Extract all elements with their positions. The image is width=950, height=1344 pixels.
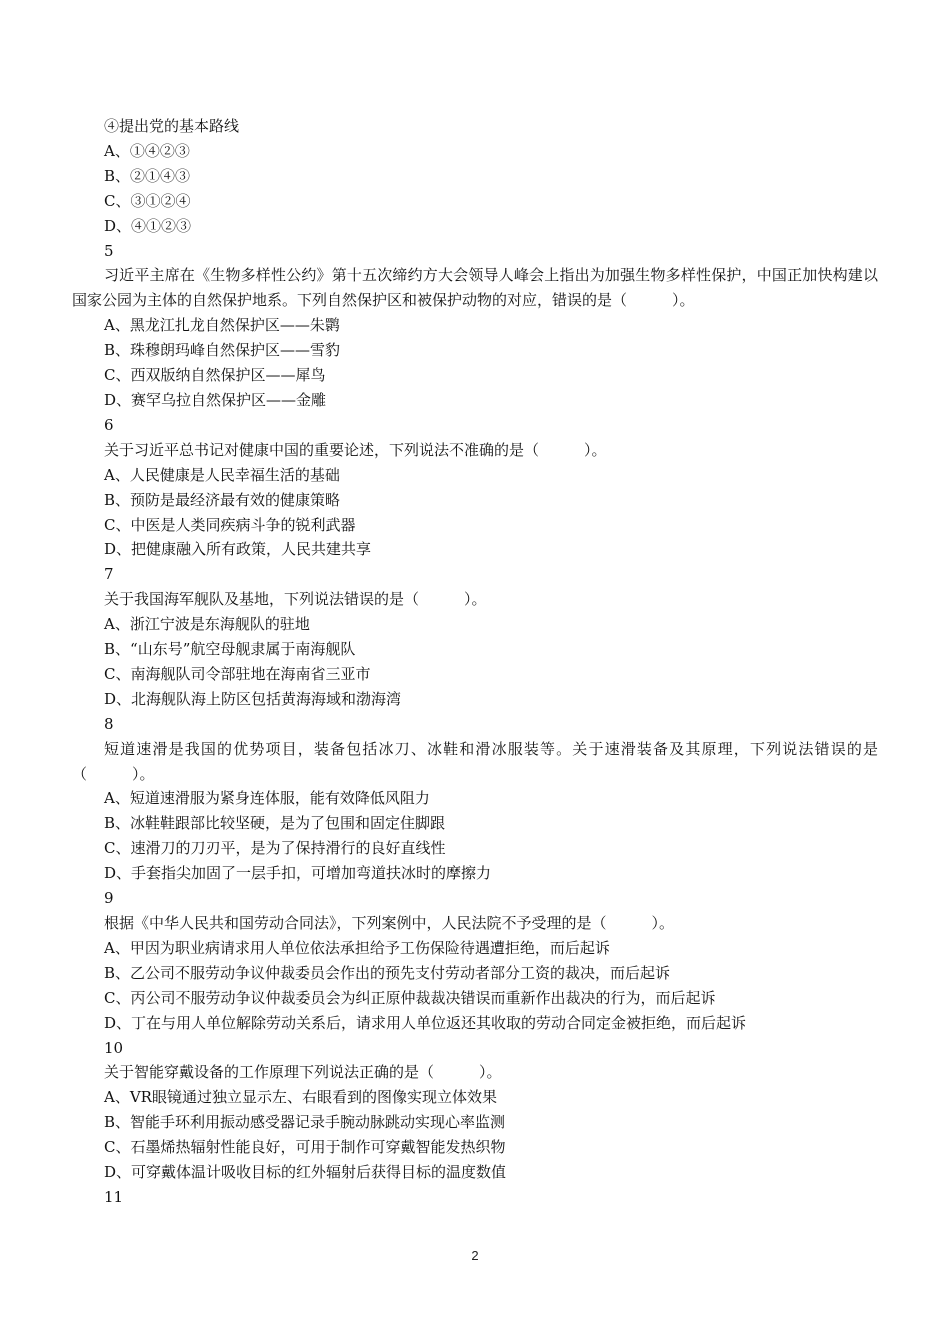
option-a: A、甲因为职业病请求用人单位依法承担给予工伤保险待遇遭拒绝，而后起诉 — [104, 938, 610, 957]
option-d: D、丁在与用人单位解除劳动关系后，请求用人单位返还其收取的劳动合同定金被拒绝，而后起诉 — [104, 1013, 747, 1032]
question-stem: 关于智能穿戴设备的工作原理下列说法正确的是（ ）。 — [104, 1063, 502, 1082]
option-d: D、手套指尖加固了一层手扣，可增加弯道扶冰时的摩擦力 — [104, 864, 492, 883]
option-a: A、黑龙江扎龙自然保护区——朱鹮 — [104, 316, 340, 335]
option-d: D、赛罕乌拉自然保护区——金雕 — [104, 390, 327, 409]
option-c: C、速滑刀的刀刃平，是为了保持滑行的良好直线性 — [104, 839, 446, 858]
question-number: 5 — [104, 241, 114, 260]
question-stem: 短道速滑是我国的优势项目，装备包括冰刀、冰鞋和滑冰服装等。关于速滑装备及其原理，下列说法错误的是（ ）。 — [72, 739, 878, 783]
option-b: B、珠穆朗玛峰自然保护区——雪豹 — [104, 341, 341, 360]
question-number: 11 — [104, 1187, 124, 1206]
option-b: B、②①④③ — [104, 166, 191, 185]
option-b: B、智能手环利用振动感受器记录手腕动脉跳动实现心率监测 — [104, 1113, 506, 1132]
page-number: 2 — [471, 1248, 479, 1263]
question-number: 7 — [104, 565, 114, 584]
option-c: C、丙公司不服劳动争议仲裁委员会为纠正原仲裁裁决错误而重新作出裁决的行为，而后起诉 — [104, 988, 716, 1007]
document-body — [72, 114, 878, 1210]
option-b: B、预防是最经济最有效的健康策略 — [104, 490, 341, 509]
option-d: D、北海舰队海上防区包括黄海海域和渤海湾 — [104, 689, 402, 708]
question-stem: 根据《中华人民共和国劳动合同法》，下列案例中，人民法院不予受理的是（ ）。 — [104, 914, 675, 932]
question-number: 6 — [104, 415, 114, 434]
option-a: A、VR眼镜通过独立显示左、右眼看到的图像实现立体效果 — [104, 1088, 497, 1107]
lead-item: ④提出党的基本路线 — [104, 117, 240, 135]
option-a: A、浙江宁波是东海舰队的驻地 — [104, 615, 310, 634]
option-c: C、南海舰队司令部驻地在海南省三亚市 — [104, 664, 371, 683]
option-d: D、可穿戴体温计吸收目标的红外辐射后获得目标的温度数值 — [104, 1163, 507, 1182]
option-c: C、③①②④ — [104, 191, 191, 210]
question-number: 9 — [104, 889, 114, 908]
option-b: B、乙公司不服劳动争议仲裁委员会作出的预先支付劳动者部分工资的裁决，而后起诉 — [104, 963, 671, 982]
option-d: D、④①②③ — [104, 216, 192, 235]
question-number: 8 — [104, 714, 114, 733]
question-number: 10 — [104, 1038, 124, 1057]
question-stem: 关于我国海军舰队及基地，下列说法错误的是（ ）。 — [104, 590, 487, 609]
question-stem: 习近平主席在《生物多样性公约》第十五次缔约方大会领导人峰会上指出为加强生物多样性保护，中国正加快构建以国家公园为主体的自然保护地系。下列自然保护区和被保护动物的对应，错误的是（ ）。 — [72, 266, 878, 310]
question-stem: 关于习近平总书记对健康中国的重要论述，下列说法不准确的是（ ）。 — [104, 440, 607, 459]
option-c: C、石墨烯热辐射性能良好，可用于制作可穿戴智能发热织物 — [104, 1138, 506, 1157]
option-a: A、人民健康是人民幸福生活的基础 — [104, 465, 340, 484]
option-a: A、①④②③ — [104, 141, 190, 160]
option-b: B、“山东号”航空母舰隶属于南海舰队 — [104, 640, 356, 659]
option-d: D、把健康融入所有政策，人民共建共享 — [104, 540, 372, 559]
option-c: C、西双版纳自然保护区——犀鸟 — [104, 366, 326, 385]
option-b: B、冰鞋鞋跟部比较坚硬，是为了包围和固定住脚跟 — [104, 814, 446, 833]
option-a: A、短道速滑服为紧身连体服，能有效降低风阻力 — [104, 789, 430, 808]
option-c: C、中医是人类同疾病斗争的锐利武器 — [104, 515, 356, 534]
